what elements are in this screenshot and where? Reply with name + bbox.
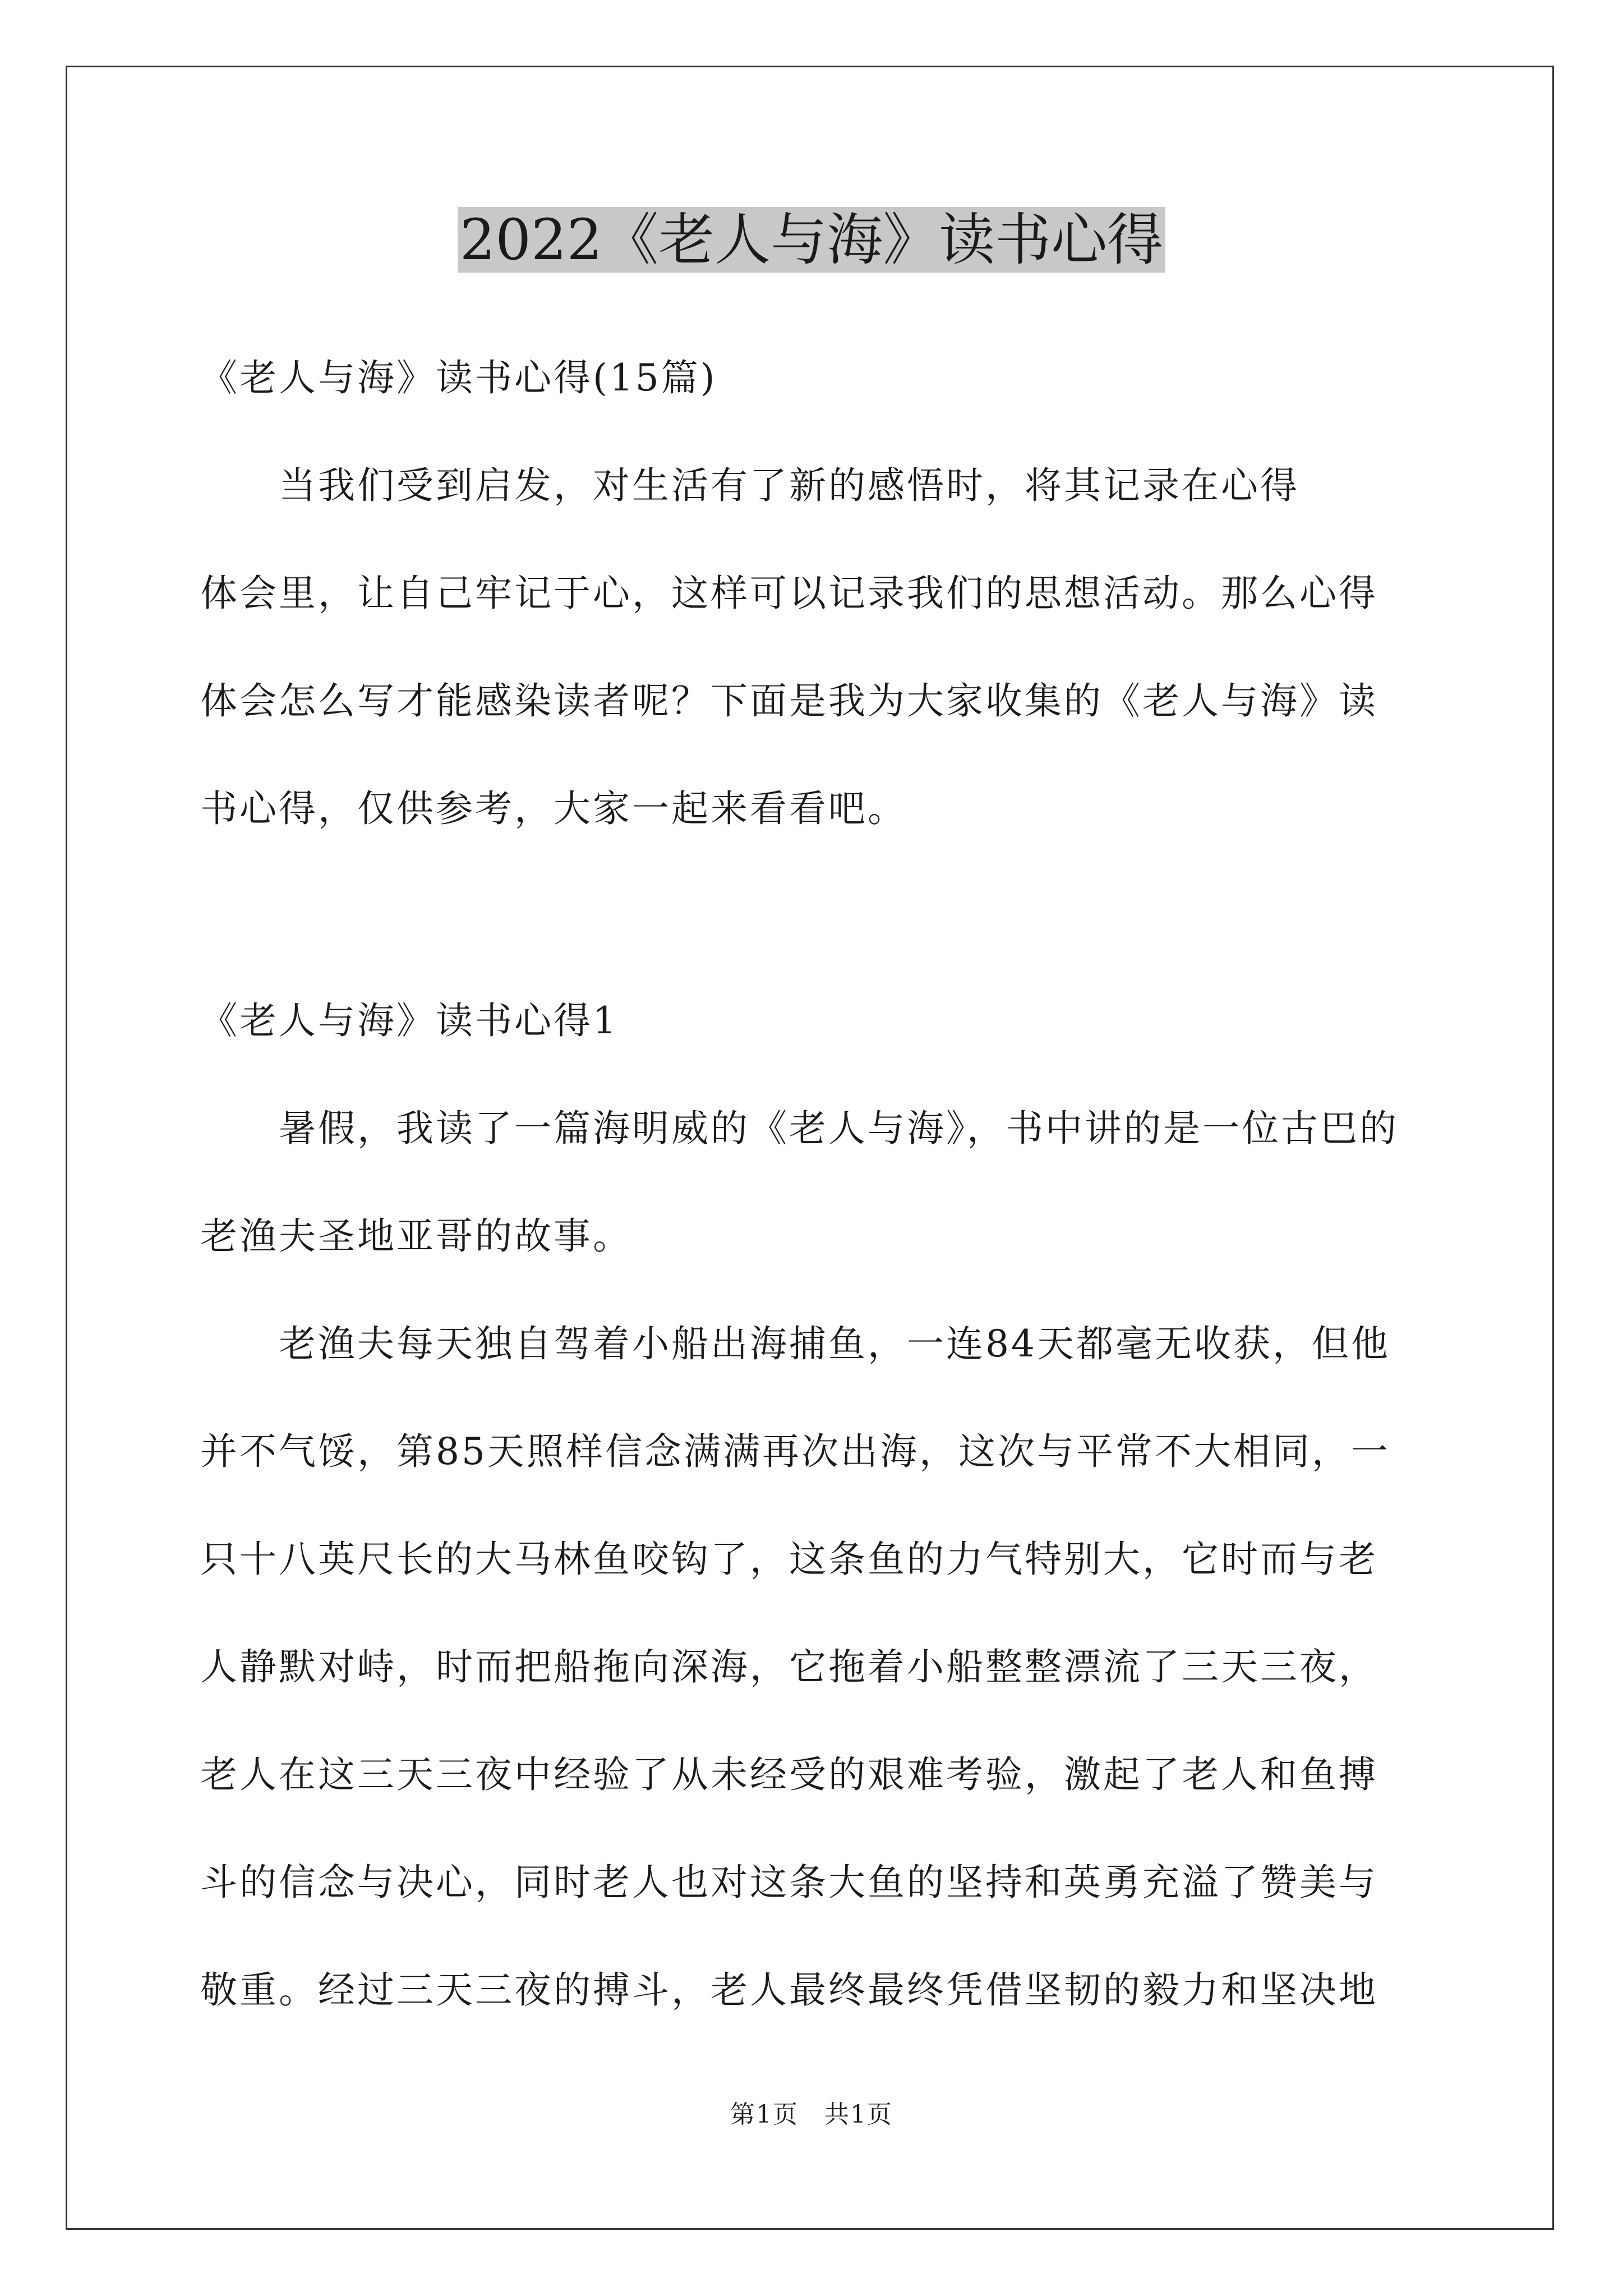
paragraph-line: 斗的信念与决心，同时老人也对这条大鱼的坚持和英勇充溢了赞美与 xyxy=(200,1861,1378,1904)
paragraph-line: 并不气馁，第85天照样信念满满再次出海，这次与平常不大相同，一 xyxy=(200,1430,1390,1473)
paragraph-line: 敬重。经过三天三夜的搏斗，老人最终最终凭借坚韧的毅力和坚决地 xyxy=(200,1968,1378,2012)
document-title xyxy=(0,204,1623,277)
paragraph-line: 体会怎么写才能感染读者呢？下面是我为大家收集的《老人与海》读 xyxy=(200,679,1378,723)
paragraph-line: 当我们受到启发，对生活有了新的感悟时，将其记录在心得 xyxy=(200,464,1299,507)
paragraph-line: 老人在这三天三夜中经验了从未经受的艰难考验，激起了老人和鱼搏 xyxy=(200,1753,1378,1796)
paragraph-line: 书心得，仅供参考，大家一起来看看吧。 xyxy=(200,787,907,830)
title-text: 2022《老人与海》读书心得 xyxy=(458,207,1166,273)
paragraph-line: 老渔夫圣地亚哥的故事。 xyxy=(200,1214,632,1258)
paragraph-line: 体会里，让自己牢记于心，这样可以记录我们的思想活动。那么心得 xyxy=(200,572,1378,615)
paragraph-line: 人静默对峙，时而把船拖向深海，它拖着小船整整漂流了三天三夜， xyxy=(200,1645,1378,1688)
subtitle: 《老人与海》读书心得(15篇) xyxy=(200,356,717,399)
section-heading: 《老人与海》读书心得1 xyxy=(200,999,619,1042)
paragraph-line: 只十八英尺长的大马林鱼咬钩了，这条鱼的力气特别大，它时而与老 xyxy=(200,1538,1378,1581)
paragraph-line: 老渔夫每天独自驾着小船出海捕鱼，一连84天都毫无收获，但他 xyxy=(200,1322,1390,1365)
paragraph-line: 暑假，我读了一篇海明威的《老人与海》，书中讲的是一位古巴的 xyxy=(200,1107,1399,1150)
page-footer: 第1页 共1页 xyxy=(730,2100,893,2129)
